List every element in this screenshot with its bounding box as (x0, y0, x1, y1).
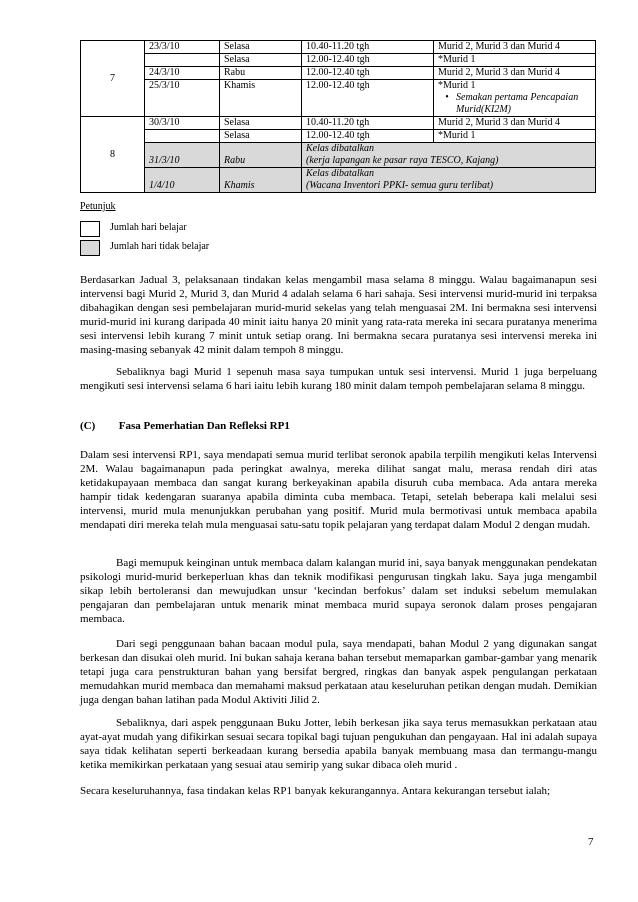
note-cell: Murid 2, Murid 3 dan Murid 4 (434, 41, 596, 54)
cancel-note-cell (302, 143, 596, 168)
day-cell: Selasa (220, 54, 302, 67)
cancel-note-cell (302, 168, 596, 193)
time-cell: 12.00-12.40 tgh (302, 54, 434, 67)
day-cell: Khamis (220, 168, 302, 193)
time-cell: 12.00-12.40 tgh (302, 130, 434, 143)
legend-label-not-learning: Jumlah hari tidak belajar (110, 241, 210, 252)
bullet-icon: • (445, 92, 449, 103)
date-cell: 1/4/10 (145, 168, 220, 193)
note-cell: *Murid 1 (434, 130, 596, 143)
date-cell: 31/3/10 (145, 143, 220, 168)
day-cell: Khamis (220, 80, 302, 117)
date-cell: 25/3/10 (145, 80, 220, 117)
day-cell: Selasa (220, 117, 302, 130)
cancel-title: Kelas dibatalkan (306, 168, 375, 179)
day-cell: Selasa (220, 130, 302, 143)
table-row-cancelled (81, 143, 596, 168)
week-cell: 7 (81, 41, 145, 117)
cancel-reason: (Wacana Inventori PPKI- semua guru terlibat) (306, 180, 494, 191)
date-cell (145, 130, 220, 143)
time-cell: 10.40-11.20 tgh (302, 117, 434, 130)
date-cell: 30/3/10 (145, 117, 220, 130)
cancel-reason: (kerja lapangan ke pasar raya TESCO, Kajang) (306, 155, 499, 166)
day-cell: Rabu (220, 67, 302, 80)
note-cell: Murid 2, Murid 3 dan Murid 4 (434, 67, 596, 80)
paragraph: Berdasarkan Jadual 3, pelaksanaan tindakan kelas mengambil masa selama 8 minggu. Walau bagaimanapun sesi intervensi bagi Murid 2, Murid 3, dan Murid 4 adalah selama 6 hari sahaja. Sesi intervensi murid-murid ini terpaksa dibahagikan dengan sesi pembelajaran murid-murid sekelas yang telah menguasai 2M. Ini bermakna sesi intervensi murid-murid ini kurang daripada 40 minit iaitu hanya 20 minit yang rata-rata mereka ini secara puratanya menerima sesi intervensi lebih kurang 7 minit untuk setiap orang. Ini bermakna secara puratanya sesi intervensi mereka ini masing-masing sebanyak 42 minit dalam tempoh 8 minggu. (80, 274, 597, 356)
legend-title: Petunjuk (80, 201, 116, 212)
table-row (81, 117, 596, 130)
date-cell: 24/3/10 (145, 67, 220, 80)
schedule-table (80, 40, 596, 193)
time-cell: 12.00-12.40 tgh (302, 80, 434, 117)
cancel-title: Kelas dibatalkan (306, 143, 375, 154)
week-cell: 8 (81, 117, 145, 193)
day-cell: Selasa (220, 41, 302, 54)
legend-label-learning: Jumlah hari belajar (110, 222, 187, 233)
table-row-cancelled (81, 168, 596, 193)
note-cell: *Murid 1 (434, 54, 596, 67)
paragraph: Sebaliknya bagi Murid 1 sepenuh masa saya tumpukan untuk sesi intervensi. Murid 1 juga berpeluang mengikuti sesi intervensi selama 6 hari iaitu lebih kurang 180 minit dalam tempoh pembelajaran selama 8 minggu. (80, 366, 597, 392)
table-row (81, 41, 596, 54)
legend-swatch-gray (80, 240, 100, 256)
note-text: *Murid 1 (438, 80, 476, 91)
date-cell (145, 54, 220, 67)
table-row (81, 54, 596, 67)
paragraph: Secara keseluruhannya, fasa tindakan kelas RP1 banyak kekurangannya. Antara kekurangan tersebut ialah; (80, 785, 551, 797)
bullet-text: Semakan pertama Pencapaian Murid(KI2M) (456, 92, 579, 115)
paragraph: Dalam sesi intervensi RP1, saya mendapati semua murid terlibat seronok apabila terpilih mengikuti kelas Intervensi 2M. Walau bagaimanapun pada peringkat awalnya, mereka dilihat sangat malu, merasa rendah diri atas ketidakupayaan membaca dan sangat kurang berkeyakinan apabila disuruh cuba membaca. Ada antara mereka hampir tidak kedengaran suaranya apabila diminta cuba membaca. Tetapi, setelah beberapa kali melalui sesi intervensi, murid mula menunjukkan perubahan yang positif. Murid mula bermotivasi untuk membaca apabila mendapati diri mereka telah mula menguasai satu-satu topik pelajaran yang terdapat dalam Modul 2 dengan mudah. (80, 449, 597, 531)
table-row (81, 80, 596, 117)
note-cell (434, 80, 596, 117)
legend-swatch-white (80, 221, 100, 237)
time-cell: 10.40-11.20 tgh (302, 41, 434, 54)
section-heading (80, 420, 290, 432)
time-cell: 12.00-12.40 tgh (302, 67, 434, 80)
date-cell: 23/3/10 (145, 41, 220, 54)
section-label: (C) (80, 420, 96, 432)
table-row (81, 67, 596, 80)
paragraph: Sebaliknya, dari aspek penggunaan Buku Jotter, lebih berkesan jika saya terus memasukkan perkataan atau ayat-ayat mudah yang difikirkan sesuai secara topikal bagi tujuan pengukuhan dan pengayaan. Hal ini adalah supaya saya tidak kelihatan seperti berkeadaan kurang bersedia apabila banyak membuang masa dan termangu-mangu ketika memikirkan perkataan yang sesuai atau semirip yang sukar dibaca oleh murid . (80, 717, 597, 771)
day-cell: Rabu (220, 143, 302, 168)
page-number: 7 (588, 836, 594, 848)
note-cell: Murid 2, Murid 3 dan Murid 4 (434, 117, 596, 130)
bullet-item (438, 92, 591, 116)
section-title: Fasa Pemerhatian Dan Refleksi RP1 (118, 420, 290, 432)
table-row (81, 130, 596, 143)
paragraph: Dari segi penggunaan bahan bacaan modul pula, saya mendapati, bahan Modul 2 yang digunakan sangat berkesan dan disukai oleh murid. Ini bukan sahaja kerana bahan tersebut memaparkan gambar-gambar yang menarik tetapi juga cara penstrukturan bahan yang bersifat bergred, ringkas dan banyak aspek pengulangan perkataan memudahkan murid membaca dan memahami maksud perkataan atau keseluruhan petikan dengan mudah. Demikian juga dengan bahan latihan pada Modul Aktiviti Jilid 2. (80, 638, 597, 706)
paragraph: Bagi memupuk keinginan untuk membaca dalam kalangan murid ini, saya banyak menggunakan pendekatan psikologi murid-murid berkeperluan khas dan teknik modifikasi pengurusan tingkah laku. Saya juga mengambil sikap lebih bertoleransi dan mewujudkan unsur ‘kecindan berfokus’ dalam set induksi sebelum memulakan pengajaran dan pembelajaran untuk menarik minat membaca murid supaya seronok dalam proses pengajaran membaca. (80, 557, 597, 625)
